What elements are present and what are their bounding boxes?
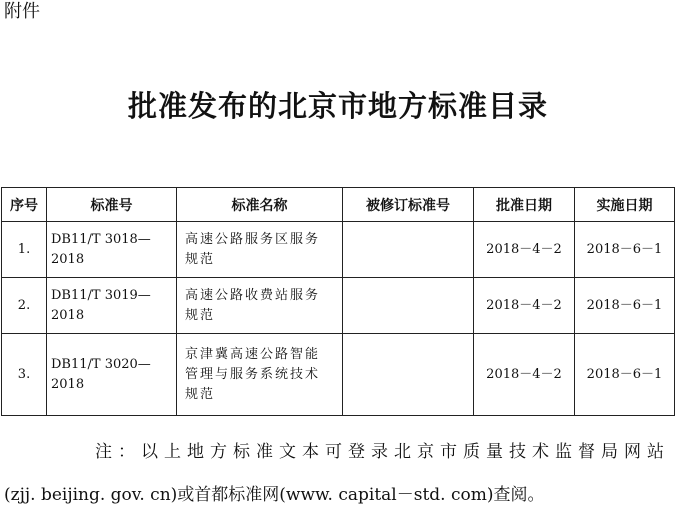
code-line: DB11/T 3018— [51,231,151,247]
code-line: 2018 [51,251,85,267]
cell-effective-date: 2018－6－1 [575,222,675,278]
table-row [2,278,675,334]
cell-approval-date: 2018－4－2 [474,278,575,334]
cell-name [177,334,343,416]
cell-code [47,222,177,278]
code-line: DB11/T 3019— [51,287,151,303]
cell-name [177,278,343,334]
cell-approval-date: 2018－4－2 [474,222,575,278]
code-line: 2018 [51,307,85,323]
name-line: 管理与服务系统技术 [185,366,321,382]
header-name: 标准名称 [177,188,343,222]
name-line: 规范 [185,386,216,402]
table-row [2,222,675,278]
name-line: 高速公路服务区服务 [185,231,321,247]
header-effective-date: 实施日期 [575,188,675,222]
header-revised: 被修订标准号 [343,188,474,222]
cell-effective-date: 2018－6－1 [575,334,675,416]
code-line: DB11/T 3020— [51,356,151,372]
cell-revised [343,222,474,278]
header-seq: 序号 [2,188,47,222]
cell-code [47,334,177,416]
cell-seq: 1. [2,222,47,278]
note-line-2: (zjj. beijing. gov. cn)或首都标准网(www. capital－std. com)查阅。 [4,485,545,505]
cell-approval-date: 2018－4－2 [474,334,575,416]
attachment-label: 附件 [4,1,40,22]
cell-revised [343,278,474,334]
cell-seq: 3. [2,334,47,416]
note-line-1: 注：以上地方标准文本可登录北京市质量技术监督局网站 [95,442,670,462]
page-title: 批准发布的北京市地方标准目录 [127,89,548,123]
name-line: 规范 [185,251,216,267]
header-approval-date: 批准日期 [474,188,575,222]
cell-effective-date: 2018－6－1 [575,278,675,334]
table-header-row [2,188,675,222]
name-line: 京津冀高速公路智能 [185,346,321,362]
cell-revised [343,334,474,416]
standards-table [1,187,675,416]
table-row [2,334,675,416]
cell-name [177,222,343,278]
name-line: 高速公路收费站服务 [185,287,321,303]
cell-code [47,278,177,334]
code-line: 2018 [51,376,85,392]
header-code: 标准号 [47,188,177,222]
name-line: 规范 [185,307,216,323]
cell-seq: 2. [2,278,47,334]
